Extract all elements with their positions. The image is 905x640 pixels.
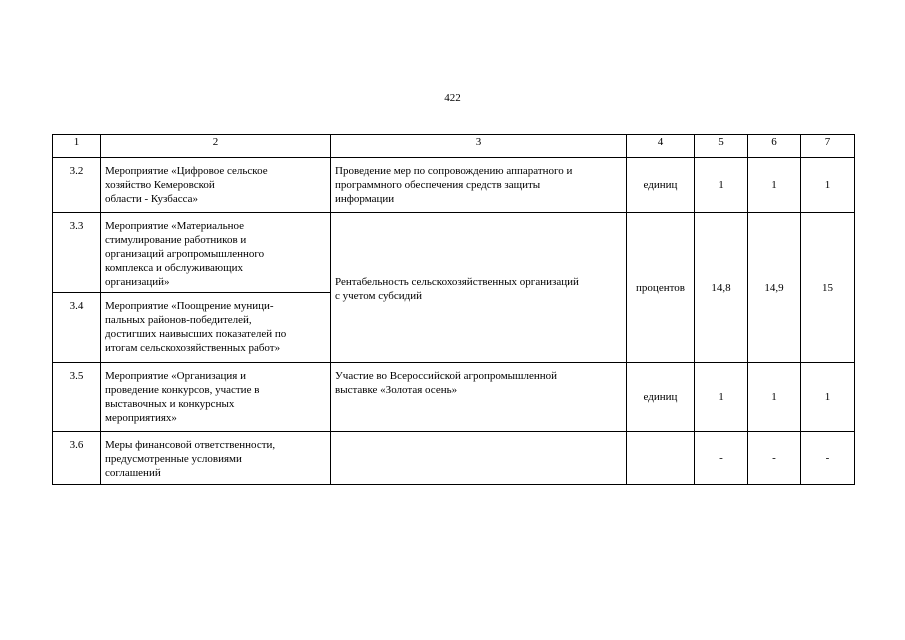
column-header: 5	[695, 135, 748, 158]
value-cell: 1	[801, 158, 855, 213]
table-row	[53, 213, 855, 293]
value-cell: 1	[748, 363, 801, 432]
indicator-cell: Проведение мер по сопровождению аппаратного и программного обеспечения средств защиты информации	[331, 158, 627, 213]
event-cell: Меры финансовой ответственности, предусмотренные условиями соглашений	[101, 432, 331, 485]
table-row	[53, 363, 855, 432]
indicator-cell: Участие во Всероссийской агропромышленной выставке «Золотая осень»	[331, 363, 627, 432]
indicators-table	[52, 134, 855, 485]
column-header: 6	[748, 135, 801, 158]
column-header: 7	[801, 135, 855, 158]
column-header: 3	[331, 135, 627, 158]
row-number: 3.6	[53, 432, 101, 485]
event-cell: Мероприятие «Материальное стимулирование работников и организаций агропромышленного комплекса и обслуживающих организаций»	[101, 213, 331, 293]
event-cell: Мероприятие «Цифровое сельское хозяйство Кемеровской области - Кузбасса»	[101, 158, 331, 213]
row-number: 3.2	[53, 158, 101, 213]
value-cell: -	[695, 432, 748, 485]
value-cell: 14,8	[695, 213, 748, 363]
value-cell: 15	[801, 213, 855, 363]
page-number: 422	[444, 92, 461, 104]
value-cell: 14,9	[748, 213, 801, 363]
event-cell: Мероприятие «Поощрение муници- пальных районов-победителей, достигших наивысших показателей по итогам сельскохозяйственных работ»	[101, 293, 331, 363]
value-cell: 1	[695, 158, 748, 213]
table-row	[53, 158, 855, 213]
column-header: 2	[101, 135, 331, 158]
indicator-cell: Рентабельность сельскохозяйственных организаций с учетом субсидий	[331, 213, 627, 363]
value-cell: 1	[748, 158, 801, 213]
value-cell: -	[801, 432, 855, 485]
value-cell: 1	[695, 363, 748, 432]
table-row	[53, 432, 855, 485]
column-header: 4	[627, 135, 695, 158]
row-number: 3.5	[53, 363, 101, 432]
value-cell: -	[748, 432, 801, 485]
value-cell: 1	[801, 363, 855, 432]
row-number: 3.3	[53, 213, 101, 293]
unit-cell: единиц	[627, 363, 695, 432]
indicator-cell	[331, 432, 627, 485]
table-header-row	[53, 135, 855, 158]
unit-cell	[627, 432, 695, 485]
unit-cell: единиц	[627, 158, 695, 213]
row-number: 3.4	[53, 293, 101, 363]
column-header: 1	[53, 135, 101, 158]
unit-cell: процентов	[627, 213, 695, 363]
event-cell: Мероприятие «Организация и проведение конкурсов, участие в выставочных и конкурсных мероприятиях»	[101, 363, 331, 432]
